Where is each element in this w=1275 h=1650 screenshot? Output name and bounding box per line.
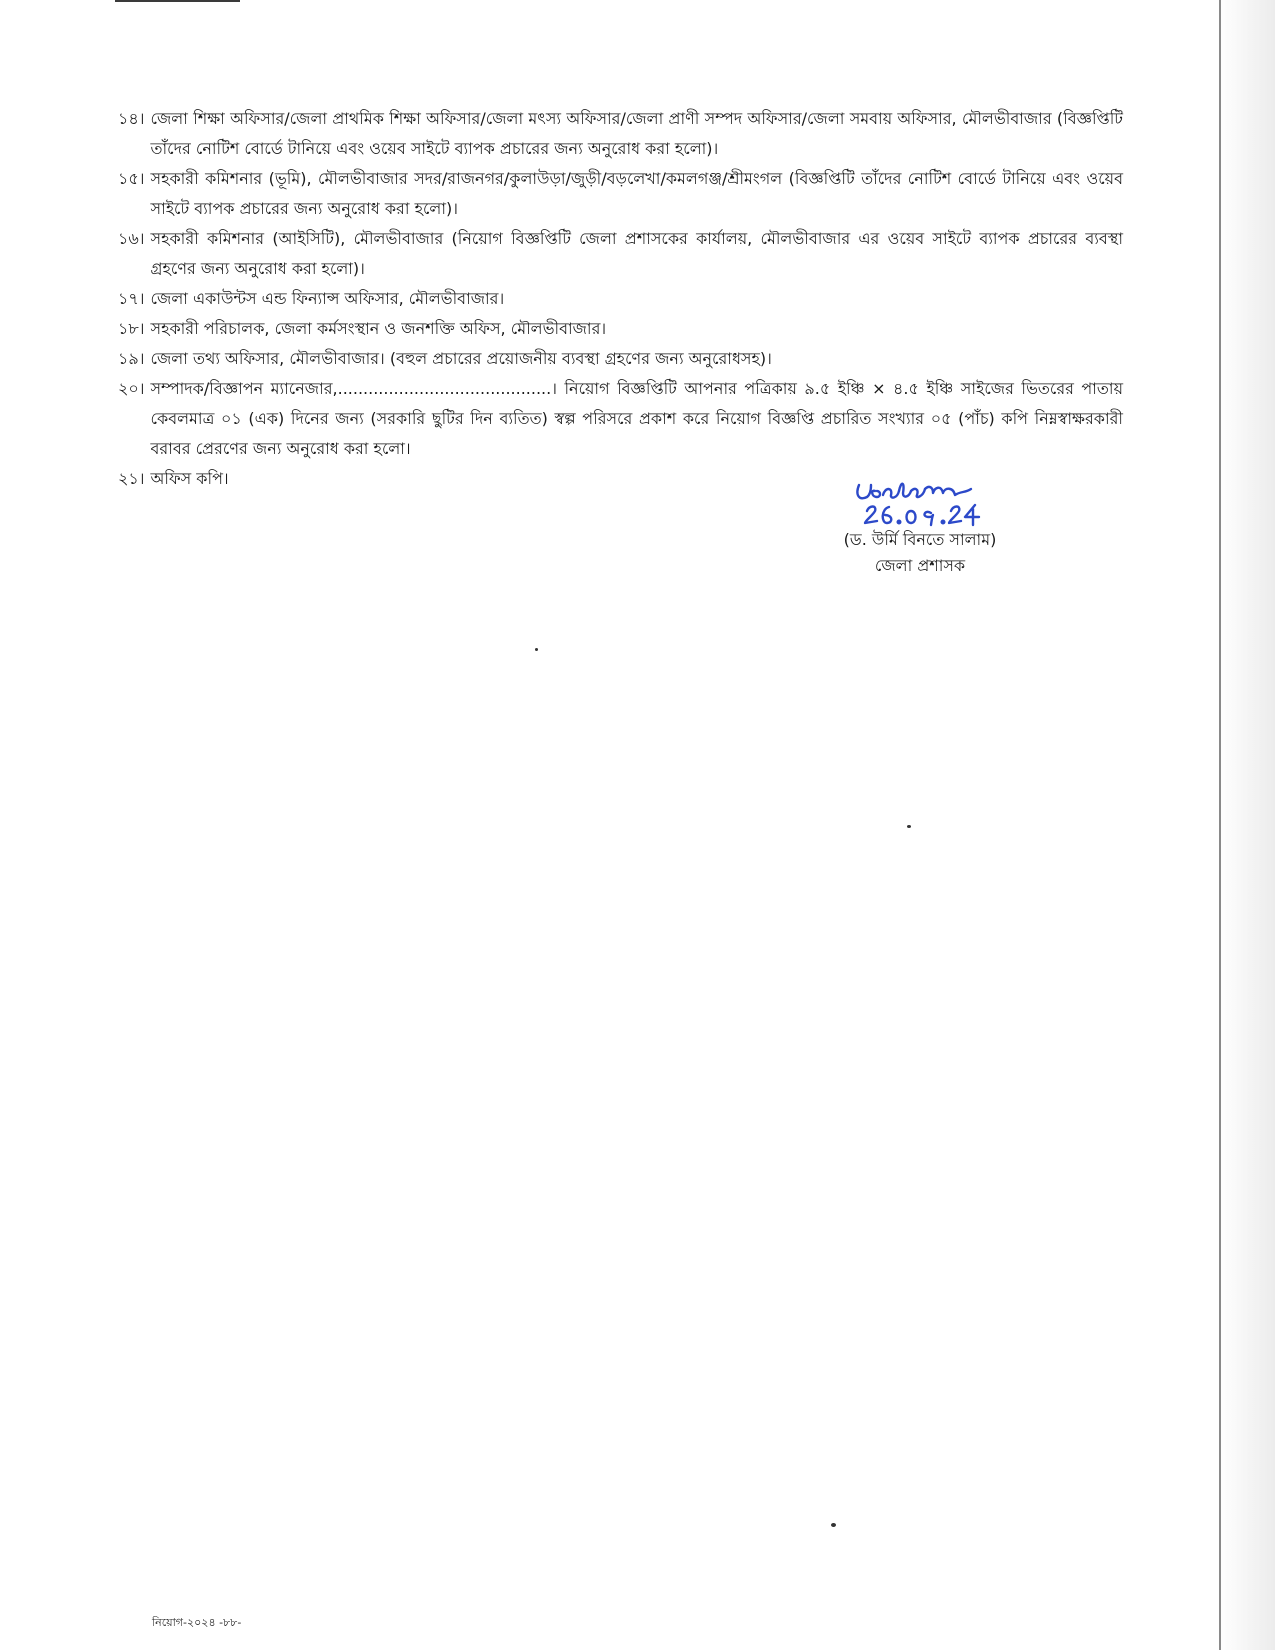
scan-top-edge-line — [115, 0, 240, 2]
signatory-name: (ড. উর্মি বিনতে সালাম) — [843, 530, 997, 549]
item-number: ১৬। — [118, 229, 145, 248]
item-text: সম্পাদক/বিজ্ঞাপন ম্যানেজার,..........................................। নিয়োগ বিজ্ঞপ্তিটি আপনার পত্রিকায় ৯.৫ ইঞ্চি × ৪.৫ ইঞ্চি সাইজের ভিতরের পাতায় কেবলমাত্র ০১ (এক) দিনের জন্য (সরকারি ছুটির দিন ব্যতিত) স্বল্প পরিসরে প্রকাশ করে নিয়োগ বিজ্ঞপ্তি প্রচারিত সংখ্যার ০৫ (পাঁচ) কপি নিম্নস্বাক্ষরকারী বরাবর প্রেরণের জন্য অনুরোধ করা হলো। — [150, 379, 1123, 458]
item-number: ১৪। — [118, 109, 145, 128]
list-item-16 — [118, 224, 1123, 284]
item-text: অফিস কপি। — [150, 469, 229, 488]
handwritten-signature — [845, 475, 995, 533]
scan-speck — [907, 825, 911, 828]
list-item-20 — [118, 374, 1123, 464]
scan-speck — [831, 1523, 836, 1527]
list-item-15 — [118, 164, 1123, 224]
item-text: সহকারী কমিশনার (ভূমি), মৌলভীবাজার সদর/রাজনগর/কুলাউড়া/জুড়ী/বড়লেখা/কমলগঞ্জ/শ্রীমংগল (বিজ্ঞপ্তিটি তাঁদের নোটিশ বোর্ডে টানিয়ে এবং ওয়েব সাইটে ব্যাপক প্রচারের জন্য অনুরোধ করা হলো)। — [150, 169, 1123, 218]
footer-reference: নিয়োগ-২০২৪ -৮৮- — [152, 1616, 242, 1629]
scan-right-edge-line — [1219, 0, 1221, 1650]
item-text: জেলা শিক্ষা অফিসার/জেলা প্রাথমিক শিক্ষা অফিসার/জেলা মৎস্য অফিসার/জেলা প্রাণী সম্পদ অফিসার/জেলা সমবায় অফিসার, মৌলভীবাজার (বিজ্ঞপ্তিটি তাঁদের নোটিশ বোর্ডে টানিয়ে এবং ওয়েব সাইটে ব্যাপক প্রচারের জন্য অনুরোধ করা হলো)। — [150, 109, 1123, 158]
item-text: জেলা একাউন্টস এন্ড ফিন্যান্স অফিসার, মৌলভীবাজার। — [150, 289, 505, 308]
list-item-14 — [118, 104, 1123, 164]
list-item-18 — [118, 314, 1123, 344]
item-number: ২০। — [118, 379, 145, 398]
item-number: ১৭। — [118, 289, 145, 308]
list-item-19 — [118, 344, 1123, 374]
item-number: ১৮। — [118, 319, 145, 338]
distribution-list — [118, 104, 1123, 494]
signature-block — [820, 475, 1020, 579]
item-number: ১৯। — [118, 349, 145, 368]
signatory-designation: জেলা প্রশাসক — [874, 556, 966, 575]
item-text: সহকারী কমিশনার (আইসিটি), মৌলভীবাজার (নিয়োগ বিজ্ঞপ্তিটি জেলা প্রশাসকের কার্যালয়, মৌলভীবাজার এর ওয়েব সাইটে ব্যাপক প্রচারের ব্যবস্থা গ্রহণের জন্য অনুরোধ করা হলো)। — [150, 229, 1123, 278]
scan-speck — [535, 648, 538, 651]
item-number: ১৫। — [118, 169, 145, 188]
item-text: সহকারী পরিচালক, জেলা কর্মসংস্থান ও জনশক্তি অফিস, মৌলভীবাজার। — [150, 319, 607, 338]
item-number: ২১। — [118, 469, 145, 488]
list-item-17 — [118, 284, 1123, 314]
scan-right-shadow — [1220, 0, 1275, 1650]
item-text: জেলা তথ্য অফিসার, মৌলভীবাজার। (বহুল প্রচারের প্রয়োজনীয় ব্যবস্থা গ্রহণের জন্য অনুরোধসহ)। — [150, 349, 772, 368]
